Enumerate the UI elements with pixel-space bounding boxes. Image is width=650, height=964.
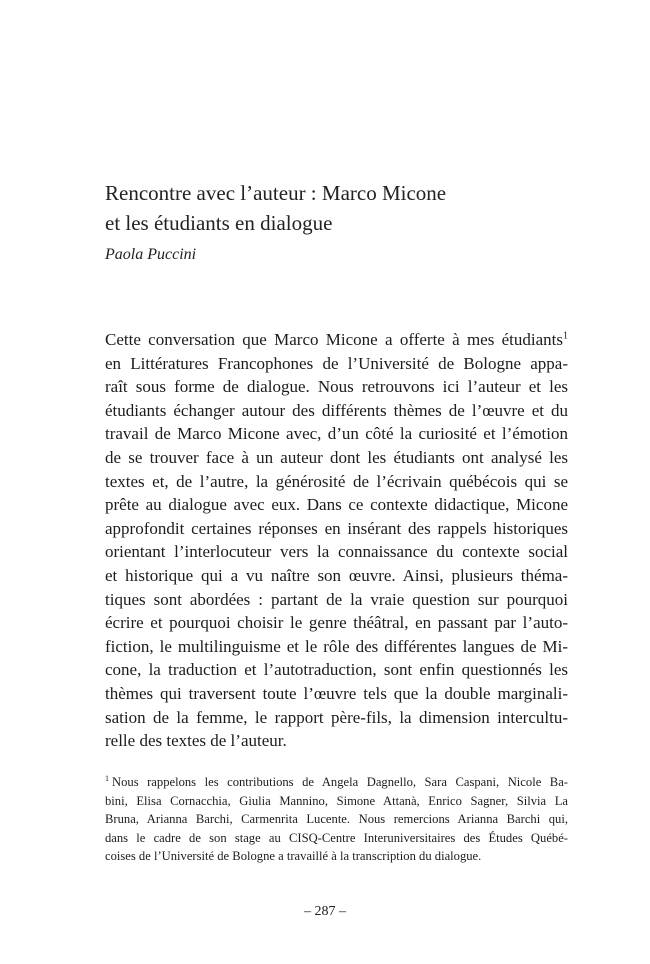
- body-line: textes et, de l’autre, la générosité de l’écrivain québécois qui se: [105, 471, 568, 491]
- body-line: en Littératures Francophones de l’Université de Bologne appa-: [105, 353, 568, 373]
- body-line: et historique qui a vu naître son œuvre. Ainsi, plusieurs théma-: [105, 565, 568, 585]
- body-line: de se trouver face à un auteur dont les étudiants ont analysé les: [105, 447, 568, 467]
- author-name: Paola Puccini: [105, 246, 197, 263]
- footnote-line: Bruna, Arianna Barchi, Carmenrita Lucente. Nous remercions Arianna Barchi qui,: [105, 812, 568, 826]
- body-line: cone, la traduction et l’autotraduction, sont enfin questionnés les: [105, 660, 568, 680]
- body-line: [105, 328, 568, 352]
- footnote-line: dans le cadre de son stage au CISQ-Centre Interuniversitaires des Études Québé-: [105, 830, 568, 845]
- body-paragraph: [105, 328, 568, 753]
- body-line: étudiants échanger autour des différents thèmes de l’œuvre et du: [105, 400, 568, 420]
- body-line: écrire et pourquoi choisir le genre théâtral, en passant par l’auto-: [105, 613, 568, 633]
- body-line-text: Cette conversation que Marco Micone a offerte à mes étudiants: [105, 330, 563, 349]
- footnote-line-text: Nous rappelons les contributions de Angela Dagnello, Sara Caspani, Nicole Ba-: [112, 775, 568, 789]
- body-line: tiques sont abordées : partant de la vraie question sur pourquoi: [105, 589, 568, 609]
- body-line: travail de Marco Micone avec, d’un côté la curiosité et l’émotion: [105, 424, 568, 444]
- footnote-line: coises de l’Université de Bologne a travaillé à la transcription du dialogue.: [105, 849, 482, 863]
- body-line: prête au dialogue avec eux. Dans ce contexte didactique, Micone: [105, 495, 568, 515]
- body-line: relle des textes de l’auteur.: [105, 731, 287, 751]
- page-number: – 287 –: [304, 904, 346, 919]
- body-line: fiction, le multilinguisme et le rôle des différentes langues de Mi-: [105, 636, 568, 656]
- footnote-number: 1: [105, 773, 109, 783]
- footnote: [105, 773, 568, 866]
- footnote-line: [105, 773, 568, 792]
- body-line: approfondit certaines réponses en insérant des rappels historiques: [105, 518, 568, 538]
- body-line: thèmes qui traversent toute l’œuvre tels que la double marginali-: [105, 683, 568, 703]
- footnote-reference[interactable]: 1: [563, 330, 568, 342]
- body-line: sation de la femme, le rapport père-fils, la dimension intercultu-: [105, 707, 568, 727]
- chapter-title-line-1: Rencontre avec l’auteur : Marco Micone: [105, 181, 447, 205]
- chapter-heading: [105, 178, 585, 268]
- body-line: raît sous forme de dialogue. Nous retrouvons ici l’auteur et les: [105, 377, 568, 397]
- footnote-line: bini, Elisa Cornacchia, Giulia Mannino, Simone Attanà, Enrico Sagner, Silvia La: [105, 793, 568, 808]
- body-line: orientant l’interlocuteur vers la connaissance du contexte social: [105, 542, 568, 562]
- chapter-title-line-2: et les étudiants en dialogue: [105, 211, 333, 235]
